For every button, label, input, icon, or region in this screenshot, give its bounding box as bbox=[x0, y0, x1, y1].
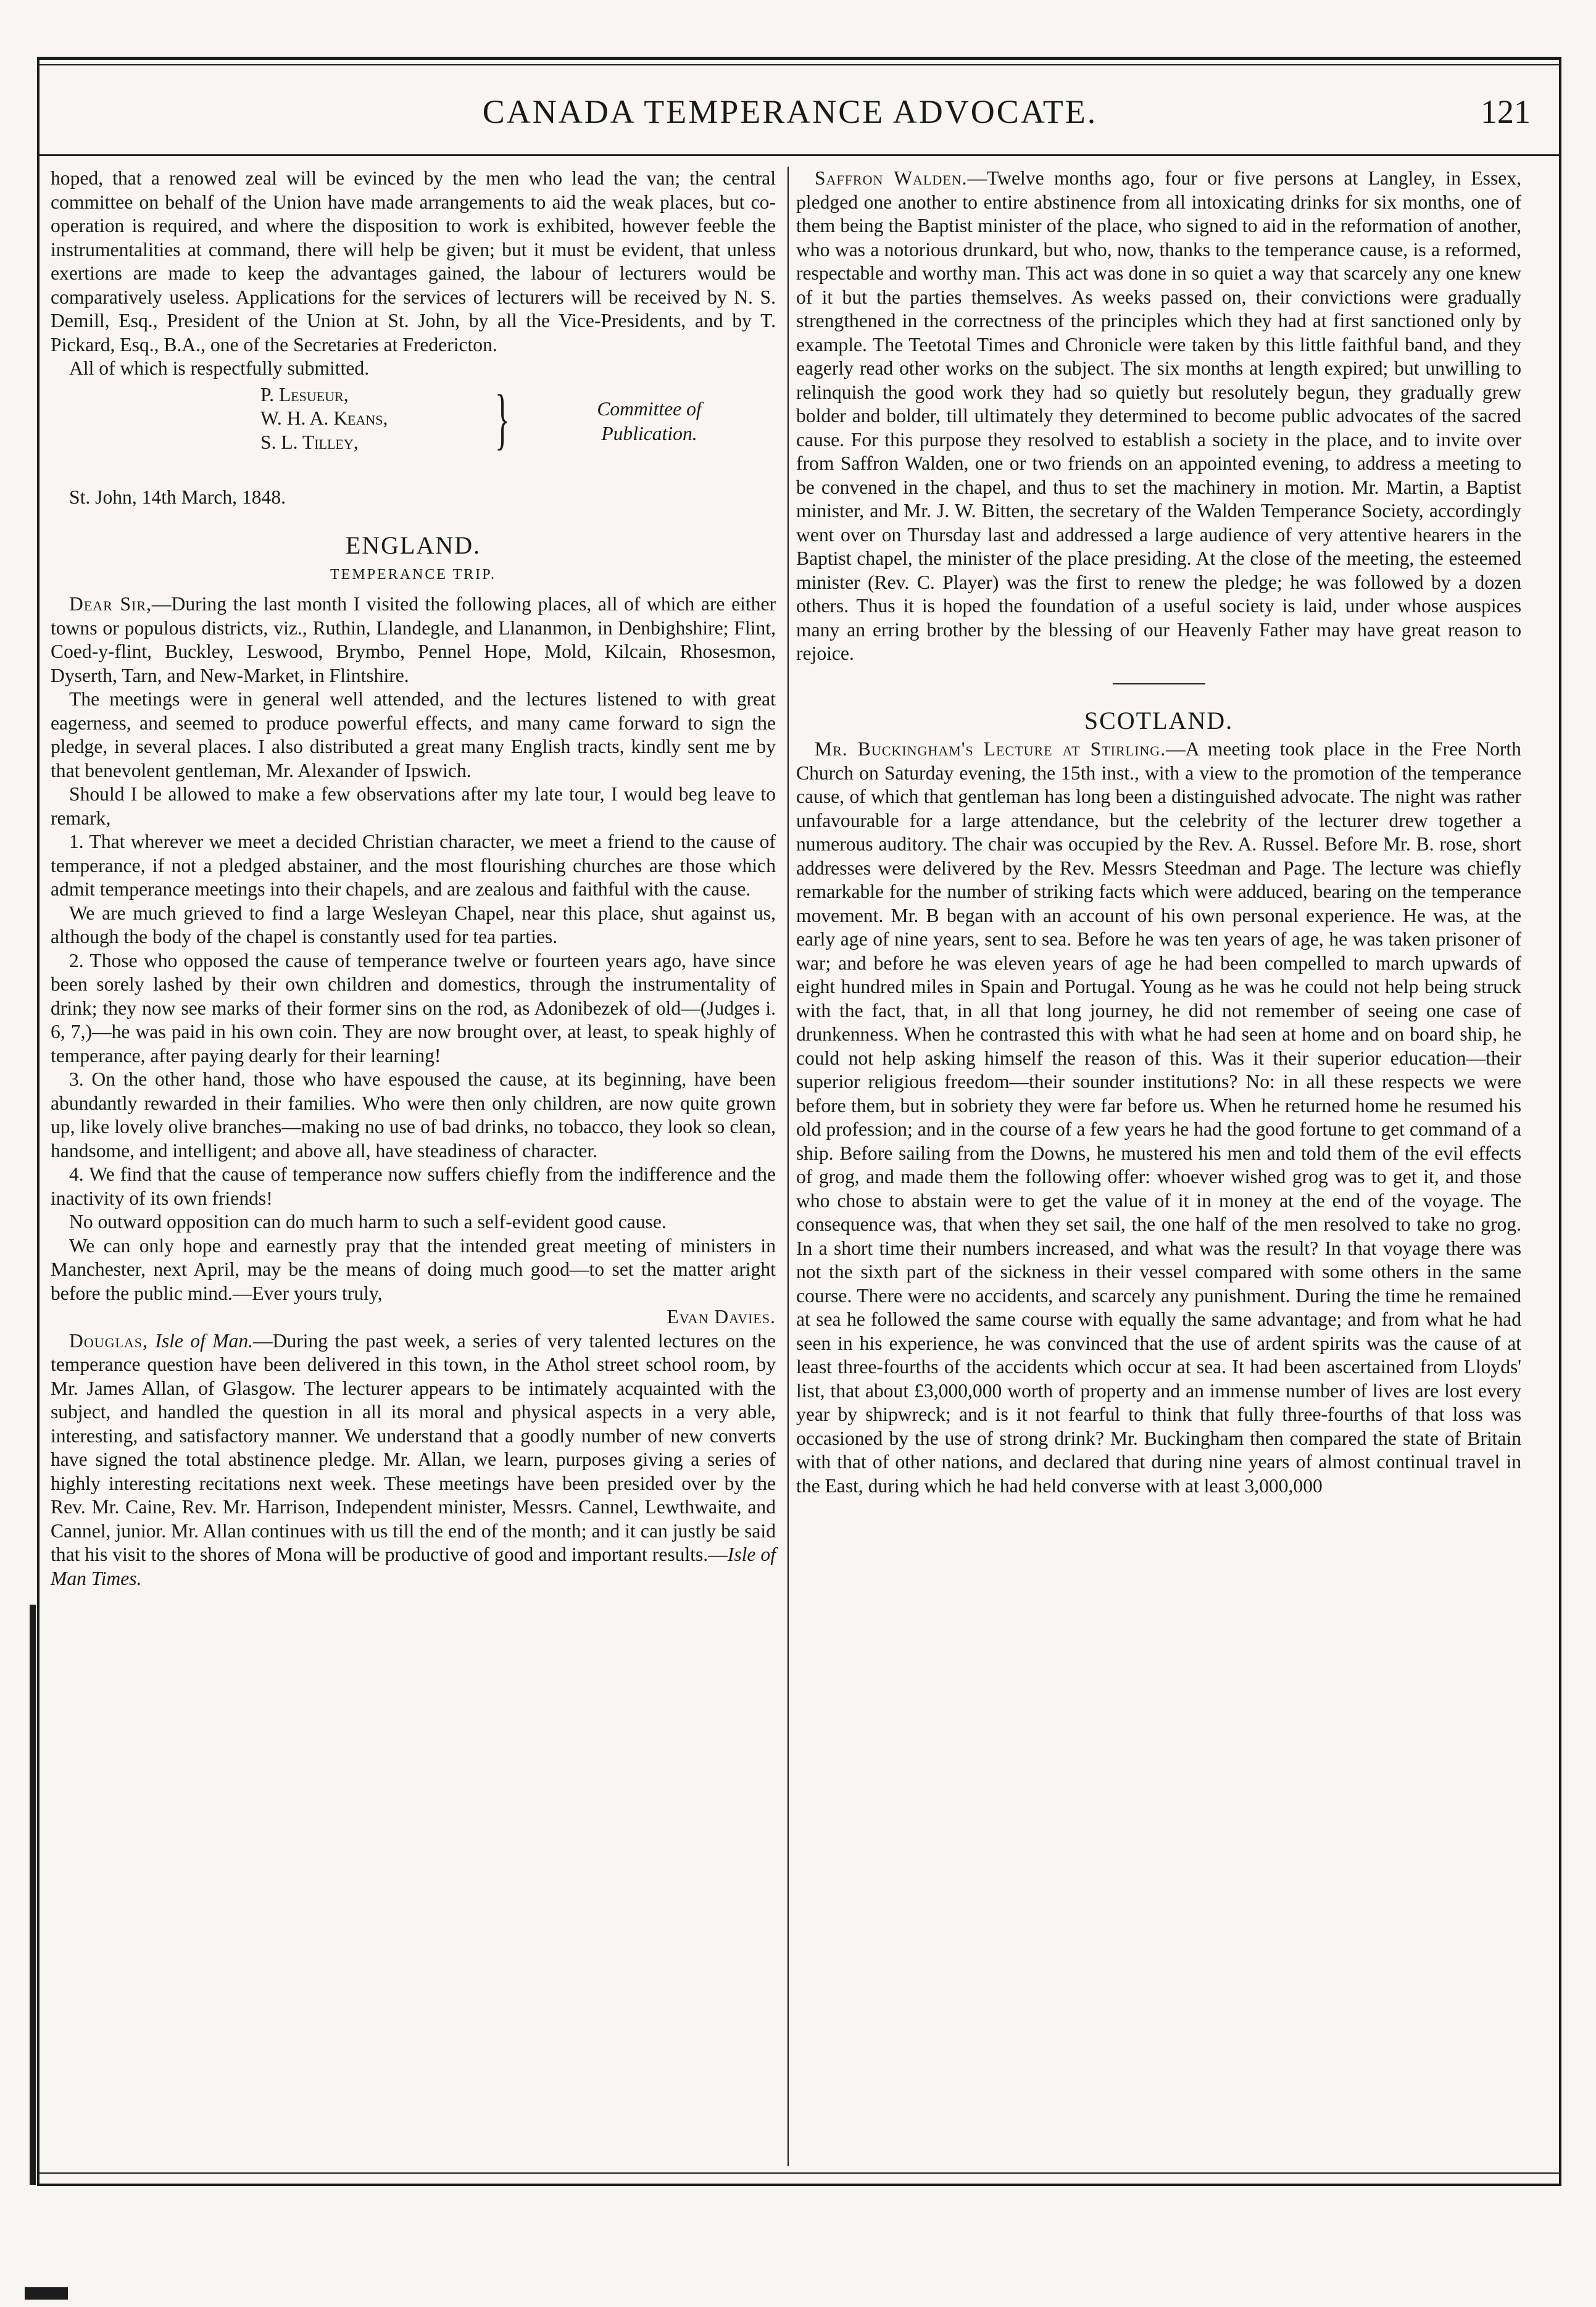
england-paragraph: The meetings were in general well attended, and the lectures listened to with great eagerness, and seemed to produce powerful effects, and many came forward to sign the pledge, in several places. I also distributed a great many English tracts, kindly sent me by that benevolent gentleman, Mr. Alexander of Ipswich. bbox=[51, 688, 776, 781]
scotland-text: —A meeting took place in the Free North Church on Saturday evening, the 15th inst., with a view to the promotion of the temperance cause, of which that gentleman has long been a distinguished advocate. The night was rather unfavourable for a large attendance, but the celebrity of the lecturer drew together a numerous auditory. The chair was occupied by the Rev. A. Russel. Before Mr. B. rose, short addresses were delivered by the Rev. Messrs Steedman and Page. The lecture was chiefly remarkable for the number of striking facts which were adduced, bearing on the temperance movement. Mr. B began with an account of his own personal experience. He was, at the early age of nine years, sent to sea. Before he was ten years of age, he was taken prisoner of war; and before he was eleven years of age he had been compelled to march upwards of eight hundred miles in Spain and Portugal. Young as he was he could not help being struck with the fact, that, in all that long journey, he did not remember of seeing one case of drunkenness. When he contrasted this with what he had seen at home and on board ship, he could not help asking himself the reason of this. Was it their superior education—their superior religious freedom—their sounder institutions? No: in all these respects we were before them, but in sobriety they were far before us. When he returned home he resumed his old profession; and in the course of a few years he had the good fortune to get command of a ship. Before sailing from the Downs, he mustered his men and told them of the evil effects of grog, and made them the following offer: whoever wished grog was to get it, and those who chose to abstain were to get the value of it in money at the end of the voyage. The consequence was, that when they set sail, the one half of the men resolved to take no grog. In a short time their numbers increased, and what was the result? In that voyage there was not the sixth part of the sickness in their vessel compared with some others in the same course. There were no accidents, and scarcely any punishment. During the time he remained at sea he followed the same course with equally the same advantage; and from what he had seen in his experience, he was convinced that the use of ardent spirits was the cause of at least three-fourths of the accidents which occur at sea. It had been ascertained from Lloyds' list, that about £3,000,000 worth of property and an immense number of lives are lost every year by shipwreck; and is it not fearful to think that fully three-fourths of that loss was occasioned by the use of strong drink? Mr. Buckingham then compared the state of Britain with that of other nations, and declared that during nine years of almost continual travel in the East, during which he had held converse with at least 3,000,000 bbox=[796, 738, 1521, 1497]
date-line: St. John, 14th March, 1848. bbox=[69, 486, 286, 508]
england-paragraph-text: —During the last month I visited the following places, all of which are either towns or populous districts, viz., Ruthin, Llandegle, and Llananmon, in Denbighshire; Flint, Coed-y-flint, Buckley, Leswood, Brymbo, Pennel Hope, Mold, Kilcain, Rhosesmon, Dyserth, Tarn, and New-Market, in Flintshire. bbox=[51, 593, 776, 686]
page-number: 121 bbox=[1481, 93, 1531, 130]
england-paragraph: We are much grieved to find a large Wesleyan Chapel, near this place, shut against us, although the body of the chapel is constantly used for tea parties. bbox=[51, 902, 776, 947]
signatory-list bbox=[260, 383, 495, 455]
bottom-rule-inner bbox=[37, 2172, 1561, 2174]
committee-signatures bbox=[51, 380, 776, 482]
section-divider bbox=[1113, 683, 1205, 684]
committee-line: Publication. bbox=[601, 422, 697, 444]
england-paragraph bbox=[51, 592, 776, 688]
saffron-lead: Saffron Walden. bbox=[815, 167, 968, 189]
right-border-rule bbox=[1559, 57, 1561, 2186]
england-paragraph: 3. On the other hand, those who have espoused the cause, at its beginning, have been abundantly rewarded in their families. Who were then only children, are now quite grown up, like lovely olive branches—making no use of bad drinks, no tobacco, they look so clean, handsome, and intelligent; and above all, have steadiness of character. bbox=[51, 1068, 776, 1162]
saffron-paragraph bbox=[796, 167, 1521, 666]
publication-title: CANADA TEMPERANCE ADVOCATE. bbox=[482, 93, 1098, 130]
letter-signature bbox=[51, 1305, 776, 1329]
douglas-lead: Douglas, bbox=[69, 1329, 148, 1352]
committee-role bbox=[532, 397, 767, 446]
corner-mark bbox=[25, 2287, 68, 2300]
england-paragraph: 4. We find that the cause of temperance now suffers chiefly from the indifference and the inactivity of its own friends! bbox=[51, 1163, 776, 1209]
section-heading-england: ENGLAND. bbox=[345, 531, 481, 559]
scotland-lead: Mr. Buckingham's Lecture at Stirling. bbox=[815, 738, 1166, 760]
signatory: W. H. A. Keans, bbox=[260, 407, 388, 429]
saffron-text: —Twelve months ago, four or five persons at Langley, in Essex, pledged one another to entire abstinence from all intoxicating drinks for six months, one of them being the Baptist minister of the place, who signed to aid in the reformation of another, who was a notorious drunkard, but who, now, thanks to the temperance cause, is a reformed, respectable and worthy man. This act was done in so quiet a way that scarcely any one knew of it but the parties themselves. As weeks passed on, their convictions were gradually strengthened in the correctness of the principles which they had at first sanctioned only by example. The Teetotal Times and Chronicle were taken by this little faithful band, and they eagerly read other works on the subject. The six months at length expired; but unwilling to relinquish the good work they had so quietly but resolutely begun, they gradually grew bolder and bolder, till ultimately they determined to become public advocates of the sacred cause. For this purpose they resolved to establish a society in the place, and to invite over from Saffron Walden, one or two friends on an appointed evening, to address a meeting to be convened in the chapel, and thus to set the machinery in motion. Mr. Martin, a Baptist minister, and Mr. J. W. Bitten, the secretary of the Walden Temperance Society, accordingly went over on Thursday last and addressed a large audience of very attentive hearers in the Baptist chapel, the minister of the place presiding. At the close of the meeting, the esteemed minister (Rev. C. Player) was the first to renew the pledge; he was followed by a dozen others. Thus it is hoped the foundation of a useful society is laid, under whose auspices many an erring brother by the blessing of our Heavenly Father may have great reason to rejoice. bbox=[796, 167, 1521, 664]
section-heading-scotland: SCOTLAND. bbox=[1084, 706, 1234, 734]
england-paragraph: 1. That wherever we meet a decided Christian character, we meet a friend to the cause of temperance, if not a pledged abstainer, and the most flourishing churches are those which admit temperance meetings into their chapels, and are zealous and faithful with the cause. bbox=[51, 831, 776, 900]
signature-name: Evan Davies. bbox=[667, 1306, 776, 1328]
left-border-rule bbox=[37, 57, 39, 2186]
douglas-text: —During the past week, a series of very talented lectures on the temperance question have been delivered in this town, in the Athol street school room, by Mr. James Allan, of Glasgow. The lecturer appears to be intimately acquainted with the subject, and handled the question in all its moral and physical aspects in a very able, interesting, and satisfactory manner. We understand that a goodly number of new converts have signed the total abstinence pledge. Mr. Allan, we learn, purposes giving a series of highly interesting recitations next week. These meetings have been presided over by the Rev. Mr. Caine, Rev. Mr. Harrison, Independent minister, Messrs. Cannel, Lewthwaite, and Cannel, junior. Mr. Allan continues with us till the end of the month; and it can justly be said that his visit to the shores of Mona will be productive of good and important results.— bbox=[51, 1329, 776, 1565]
right-column bbox=[796, 167, 1521, 1498]
top-rule-inner bbox=[37, 64, 1561, 65]
submitted-line: All of which is respectfully submitted. bbox=[69, 357, 370, 379]
signatory: P. Lesueur, bbox=[260, 383, 349, 405]
england-paragraph: Should I be allowed to make a few observations after my late tour, I would beg leave to remark, bbox=[51, 783, 776, 829]
england-paragraph: 2. Those who opposed the cause of temperance twelve or fourteen years ago, have since been sorely lashed by their own children and domestics, through the instrumentality of drink; they now see marks of their former sins on the rod, as Adonibezek of old—(Judges i. 6, 7,)—he was paid in his own coin. They are now brought over, at least, to speak highly of temperance, after paying dearly for their learning! bbox=[51, 949, 776, 1066]
douglas-place: Isle of Man. bbox=[155, 1329, 254, 1352]
signatory: S. L. Tilley, bbox=[260, 431, 359, 453]
bottom-rule-outer bbox=[37, 2184, 1561, 2186]
intro-paragraph: hoped, that a renowed zeal will be evinced by the men who lead the van; the central committee on behalf of the Union have made arrangements to aid the weak places, but co-operation is required, and where the disposition to work is exhibited, however feeble the instrumentalities at command, there will help be given; but it must be evident, that unless exertions are made to keep the advantages gained, the labour of lecturers would be comparatively useless. Applications for the services of lecturers will be received by N. S. Demill, Esq., President of the Union at St. John, by all the Vice-Presidents, and by T. Pickard, Esq., B.A., one of the Secretaries at Fredericton. bbox=[51, 167, 776, 355]
committee-line: Committee of bbox=[597, 397, 702, 420]
left-border-bar bbox=[30, 1605, 36, 2185]
page-header bbox=[49, 93, 1531, 142]
douglas-paragraph bbox=[51, 1329, 776, 1591]
salutation: Dear Sir, bbox=[69, 593, 152, 615]
england-paragraph: We can only hope and earnestly pray that the intended great meeting of ministers in Manchester, next April, may be the means of doing much good—to set the matter aright before the public mind.—Ever yours truly, bbox=[51, 1234, 776, 1304]
subheading-temperance-trip: TEMPERANCE TRIP. bbox=[330, 566, 496, 583]
scotland-paragraph bbox=[796, 738, 1521, 1498]
douglas-source: Isle of Man Times. bbox=[51, 1544, 776, 1589]
left-column bbox=[51, 167, 776, 1590]
top-rule-outer bbox=[37, 57, 1561, 60]
brace-icon: } bbox=[495, 380, 510, 456]
england-paragraph: No outward opposition can do much harm to such a self-evident good cause. bbox=[69, 1211, 667, 1232]
column-divider bbox=[788, 167, 789, 2166]
header-rule bbox=[37, 154, 1561, 156]
